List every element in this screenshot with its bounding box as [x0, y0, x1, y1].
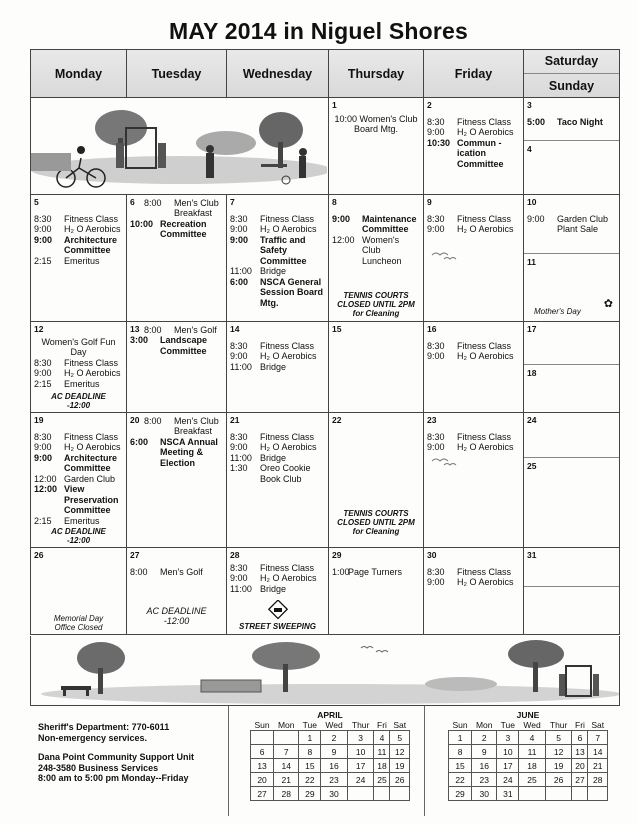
day-number: 6 [130, 197, 135, 207]
mini-calendar-day [274, 731, 299, 745]
day-number: 28 [230, 550, 240, 560]
header-saturday: Saturday [524, 49, 619, 74]
day-cell-8: 8 9:00 Maintenance Committee 12:00 Women's Club Luncheon TENNIS COURTS CLOSED UNTIL 2PM for Cleaning [329, 195, 424, 321]
mini-calendar-day: 14 [588, 745, 608, 759]
weekday-label: Sun [254, 720, 270, 730]
mini-calendar-day [588, 787, 608, 801]
day-number: 22 [332, 415, 342, 425]
mini-calendar-day: 24 [347, 773, 374, 787]
day-cell-19: 19 8:30 Fitness Class 9:00 H₂ O Aerobics 9:00 Architecture Committee 12:00 Garden Club 12:00 View Preservation Committee 2:15 Emeritus AC DEADLINE -12:00 [31, 413, 127, 547]
day-number: 9 [427, 197, 432, 207]
day-number: 15 [332, 324, 342, 334]
weekday-label: Fri [575, 720, 585, 730]
day-cell-30: 30 8:30 Fitness Class 9:00 H₂ O Aerobics [424, 548, 524, 634]
support-phone: 248-3580 Business Services [38, 762, 159, 773]
day-number: 5 [34, 197, 39, 207]
mini-calendar-table [250, 720, 410, 801]
mini-calendar-day: 9 [472, 745, 497, 759]
memorial-day-note: Memorial Day Office Closed [53, 614, 104, 632]
weekday-label: Mon [277, 720, 295, 730]
mini-calendar-day: 19 [545, 759, 572, 773]
mini-calendar-day: 16 [321, 759, 347, 773]
day-number: 18 [527, 368, 537, 378]
day-cell-1 [329, 98, 424, 194]
mini-calendar-day: 6 [251, 745, 274, 759]
mini-calendar-day: 24 [497, 773, 519, 787]
mini-calendar-day: 3 [347, 731, 374, 745]
mini-calendar-day: 19 [390, 759, 410, 773]
mini-calendar-day [347, 787, 374, 801]
mini-calendar-day: 30 [321, 787, 347, 801]
calendar-grid [30, 49, 620, 635]
day-number: 16 [427, 324, 437, 334]
day-number: 30 [427, 550, 437, 560]
mini-calendar-day: 16 [472, 759, 497, 773]
event-item: 8:30 Fitness Class [427, 116, 512, 127]
mini-calendar-day: 11 [374, 745, 390, 759]
mini-calendar-week [251, 787, 410, 801]
mini-calendar-day: 25 [519, 773, 545, 787]
day-number: 1 [332, 100, 337, 110]
day-number: 17 [527, 324, 537, 334]
day-cell-16: 16 8:30 Fitness Class 9:00 H₂ O Aerobics [424, 322, 524, 412]
mini-calendar-day: 23 [321, 773, 347, 787]
mini-calendar-day: 23 [472, 773, 497, 787]
day-number: 20 [130, 415, 140, 425]
mini-calendar-day: 20 [251, 773, 274, 787]
weekday-label: Tue [500, 720, 516, 730]
day-cell-31 [524, 548, 619, 634]
mini-calendar-day [374, 787, 390, 801]
mini-calendar-day: 8 [449, 745, 472, 759]
sheriff-phone: Sheriff's Department: 770-6011 [38, 722, 170, 732]
weekday-label: Sun [452, 720, 468, 730]
mini-calendar-day: 2 [321, 731, 347, 745]
contact-info [38, 722, 194, 784]
day-number: 14 [230, 324, 240, 334]
mini-calendar-day: 18 [374, 759, 390, 773]
week-row-1 [31, 98, 619, 195]
day-cell-13: 13 8:00 Men's Golf 3:00 Landscape Committee [127, 322, 227, 412]
mini-calendar-week [251, 773, 410, 787]
day-cell-20: 20 8:00 Men's Club Breakfast 6:00 NSCA Annual Meeting & Election [127, 413, 227, 547]
day-number: 31 [527, 550, 537, 560]
mothers-day-note: Mother's Day [534, 307, 581, 316]
day-number: 12 [34, 324, 44, 334]
mini-calendar-day: 1 [299, 731, 321, 745]
week-row-2 [31, 195, 619, 322]
mini-calendar-day [519, 787, 545, 801]
seagull-icon [430, 247, 460, 261]
day-cell-28: 28 8:30 Fitness Class 9:00 H₂ O Aerobics 11:00 Bridge STREET SWEEPING [227, 548, 329, 634]
day-number: 27 [130, 550, 140, 560]
sheriff-desc: Non-emergency services. [38, 732, 148, 743]
mini-calendar-day: 13 [572, 745, 588, 759]
day-number: 3 [527, 100, 532, 110]
day-number: 24 [527, 415, 537, 425]
banner-image-top [31, 98, 329, 194]
day-cell-12: 12 Women's Golf Fun Day 8:30 Fitness Class 9:00 H₂ O Aerobics 2:15 Emeritus AC DEADLINE -12:00 [31, 322, 127, 412]
weekday-label: Sat [393, 720, 407, 730]
flower-icon: ✿ [603, 298, 613, 310]
day-number: 25 [527, 461, 537, 471]
weekday-label: Wed [523, 720, 541, 730]
mini-calendar-day: 3 [497, 731, 519, 745]
street-sweeping-note: STREET SWEEPING [239, 622, 316, 631]
day-number: 26 [34, 550, 44, 560]
week-row-3 [31, 322, 619, 413]
mini-calendar-day [390, 787, 410, 801]
weekday-label: Mon [475, 720, 493, 730]
day-number: 19 [34, 415, 44, 425]
header-friday: Friday [424, 50, 524, 98]
mini-calendar-week [251, 759, 410, 773]
mini-calendar-week [449, 759, 608, 773]
day-cell-29: 29 1:00 Page Turners [329, 548, 424, 634]
day-cell-27: 27 8:00 Men's Golf AC DEADLINE -12:00 [127, 548, 227, 634]
weekday-label: Thur [549, 720, 568, 730]
mini-calendar-day: 10 [497, 745, 519, 759]
event-item: 10:30 Commun -ication Committee [427, 137, 504, 169]
mini-calendar-day: 9 [321, 745, 347, 759]
mini-calendar-day: 31 [497, 787, 519, 801]
day-number: 13 [130, 324, 140, 334]
mini-calendar-day: 15 [299, 759, 321, 773]
park-scene-illustration [31, 98, 327, 193]
tennis-note: TENNIS COURTS CLOSED UNTIL 2PM for Cleaning [337, 509, 415, 536]
mini-calendar-day: 21 [588, 759, 608, 773]
mini-calendar-day: 5 [390, 731, 410, 745]
mini-calendar-day: 4 [519, 731, 545, 745]
ac-deadline-note: AC DEADLINE -12:00 [51, 392, 106, 410]
header-sunday: Sunday [548, 79, 595, 93]
mini-calendar-june [448, 710, 608, 801]
day-cell-15 [329, 322, 424, 412]
event-item: 9:00 H₂ O Aerobics [427, 127, 514, 137]
weekday-label: Tue [302, 720, 318, 730]
mini-calendar-day: 22 [299, 773, 321, 787]
weekday-label: Sat [591, 720, 605, 730]
mini-calendar-week [449, 731, 608, 745]
mini-calendar-day: 25 [374, 773, 390, 787]
mini-calendar-day: 2 [472, 731, 497, 745]
mini-calendar-day: 27 [572, 773, 588, 787]
mini-calendar-day: 7 [274, 745, 299, 759]
mini-calendar-day: 4 [374, 731, 390, 745]
day-cell-21: 21 8:30 Fitness Class 9:00 H₂ O Aerobics 11:00 Bridge 1:30 Oreo Cookie Book Club [227, 413, 329, 547]
mini-calendar-day: 26 [545, 773, 572, 787]
day-number: 7 [230, 197, 235, 207]
event-item: 5:00 Taco Night [527, 116, 603, 127]
mini-calendar-day: 30 [472, 787, 497, 801]
mini-calendar-table [448, 720, 608, 801]
mini-calendar-day: 29 [299, 787, 321, 801]
mini-calendar-day: 26 [390, 773, 410, 787]
landscape-illustration [31, 636, 619, 706]
mini-calendar-day: 15 [449, 759, 472, 773]
header-wednesday: Wednesday [227, 50, 329, 98]
mini-calendar-day [251, 731, 274, 745]
mini-calendar-week [251, 731, 410, 745]
mini-calendar-day: 13 [251, 759, 274, 773]
mini-calendar-week [251, 745, 410, 759]
day-cell-7: 7 8:30 Fitness Class 9:00 H₂ O Aerobics 9:00 Traffic and Safety Committee 11:00 Bridge 6:00 NSCA General Session Board Mtg. [227, 195, 329, 321]
header-weekend [524, 50, 619, 98]
header-monday: Monday [31, 50, 127, 98]
mini-calendar-day: 29 [449, 787, 472, 801]
header-thursday: Thursday [329, 50, 424, 98]
seagull-icon [430, 453, 460, 467]
day-number: 29 [332, 550, 342, 560]
mini-calendar-week [449, 787, 608, 801]
street-sweeper-sign-icon [268, 600, 288, 620]
day-cell-2 [424, 98, 524, 194]
weekday-label: Fri [377, 720, 387, 730]
mini-calendar-april [250, 710, 410, 801]
event-title: Women's Golf Fun Day [41, 336, 116, 357]
banner-image-bottom [30, 636, 620, 706]
event-item: 10:00 Women's Club Board Mtg. [334, 113, 418, 134]
week-row-4 [31, 413, 619, 548]
weekday-label: Thur [351, 720, 370, 730]
mini-calendar-day: 12 [390, 745, 410, 759]
page-title: MAY 2014 in Niguel Shores [168, 18, 468, 44]
mini-calendar-day: 10 [347, 745, 374, 759]
day-number: 21 [230, 415, 240, 425]
day-number: 11 [527, 257, 536, 267]
mini-calendar-day: 28 [588, 773, 608, 787]
support-unit: Dana Point Community Support Unit [38, 752, 194, 762]
mini-calendar-day [572, 787, 588, 801]
ac-deadline-note: AC DEADLINE -12:00 [146, 606, 207, 626]
mini-calendar-day: 28 [274, 787, 299, 801]
week-row-5 [31, 548, 619, 634]
day-cell-26 [31, 548, 127, 634]
mini-calendar-title: APRIL [317, 710, 343, 720]
mini-calendar-week [449, 745, 608, 759]
ac-deadline-note: AC DEADLINE -12:00 [51, 527, 106, 545]
mini-calendar-week [449, 773, 608, 787]
mini-calendar-day: 12 [545, 745, 572, 759]
day-cell-10-11: 10 9:00 Garden Club Plant Sale 11 Mother's Day ✿ [524, 195, 619, 321]
mini-calendar-title: JUNE [516, 710, 540, 720]
support-hours: 8:00 am to 5:00 pm Monday--Friday [38, 773, 189, 783]
day-number: 8 [332, 197, 337, 207]
day-number: 4 [527, 144, 532, 154]
day-number: 2 [427, 100, 432, 110]
day-number: 10 [527, 197, 537, 207]
mini-calendar-day: 20 [572, 759, 588, 773]
mini-calendar-day: 17 [347, 759, 374, 773]
mini-calendar-day: 17 [497, 759, 519, 773]
day-cell-6: 6 8:00 Men's Club Breakfast 10:00 Recreation Committee [127, 195, 227, 321]
mini-calendar-day: 8 [299, 745, 321, 759]
mini-calendar-day: 21 [274, 773, 299, 787]
day-cell-22 [329, 413, 424, 547]
mini-calendar-day: 1 [449, 731, 472, 745]
day-cell-17-18 [524, 322, 619, 412]
tennis-note: TENNIS COURTS CLOSED UNTIL 2PM for Cleaning [337, 291, 415, 318]
mini-calendar-day: 5 [545, 731, 572, 745]
mini-calendar-day: 7 [588, 731, 608, 745]
weekday-label: Wed [325, 720, 343, 730]
mini-calendar-day: 27 [251, 787, 274, 801]
mini-calendar-day: 14 [274, 759, 299, 773]
mini-calendar-day [545, 787, 572, 801]
mini-calendar-day: 6 [572, 731, 588, 745]
mini-calendar-day: 11 [519, 745, 545, 759]
day-cell-24-25 [524, 413, 619, 547]
day-cell-23: 23 8:30 Fitness Class 9:00 H₂ O Aerobics [424, 413, 524, 547]
day-cell-5: 5 8:30 Fitness Class 9:00 H₂ O Aerobics 9:00 Architecture Committee 2:15 Emeritus [31, 195, 127, 321]
header-tuesday: Tuesday [127, 50, 227, 98]
day-cell-3-4 [524, 98, 619, 194]
mini-calendar-day: 22 [449, 773, 472, 787]
day-number: 23 [427, 415, 437, 425]
day-cell-9: 9 8:30 Fitness Class 9:00 H₂ O Aerobics [424, 195, 524, 321]
day-cell-14: 14 8:30 Fitness Class 9:00 H₂ O Aerobics 11:00 Bridge [227, 322, 329, 412]
mini-calendar-day: 18 [519, 759, 545, 773]
